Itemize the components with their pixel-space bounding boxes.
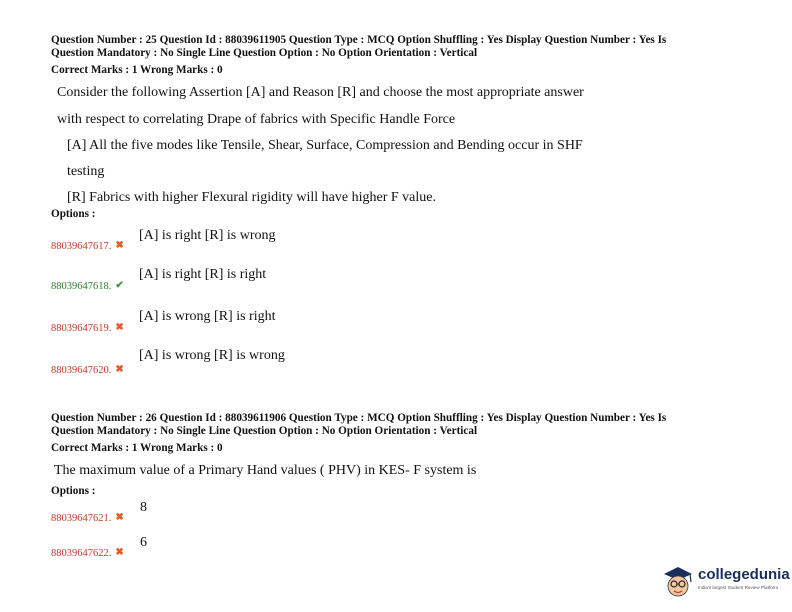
option-id: 88039647621.	[51, 513, 112, 524]
mascot-icon	[660, 560, 696, 598]
option-id: 88039647620.	[51, 365, 112, 376]
collegedunia-logo	[660, 560, 790, 600]
logo-wordmark: collegedunia	[698, 566, 790, 583]
logo-tagline: India's largest Student Review Platform	[698, 585, 779, 590]
cross-icon: ✖	[115, 240, 124, 251]
q25-meta-line2: Question Mandatory : No Single Line Question Option : No Option Orientation : Vertical	[51, 47, 478, 59]
cross-icon: ✖	[115, 547, 124, 558]
q25-text-line4: testing	[67, 164, 105, 179]
q25-option-4[interactable]	[51, 360, 124, 378]
cross-icon: ✖	[115, 512, 124, 523]
option-id: 88039647619.	[51, 323, 112, 334]
option-id: 88039647618.	[51, 281, 112, 292]
q25-marks: Correct Marks : 1 Wrong Marks : 0	[51, 64, 223, 76]
q26-option-1-text: 8	[140, 500, 147, 515]
q25-option-3-text: [A] is wrong [R] is right	[139, 309, 276, 324]
q26-marks: Correct Marks : 1 Wrong Marks : 0	[51, 442, 223, 454]
q25-option-2-text: [A] is right [R] is right	[139, 267, 267, 282]
q25-text-line2: with respect to correlating Drape of fabrics with Specific Handle Force	[57, 112, 456, 127]
q25-option-1-text: [A] is right [R] is wrong	[139, 228, 276, 243]
q25-text-line1: Consider the following Assertion [A] and Reason [R] and choose the most appropriate answer	[57, 85, 584, 100]
cross-icon: ✖	[115, 322, 124, 333]
option-id: 88039647622.	[51, 548, 112, 559]
q25-option-3[interactable]	[51, 318, 124, 336]
q26-text-line1: The maximum value of a Primary Hand values ( PHV) in KES- F system is	[54, 463, 477, 478]
q26-option-2-text: 6	[140, 535, 147, 550]
q26-meta-line1: Question Number : 26 Question Id : 88039611906 Question Type : MCQ Option Shuffling : Yes Display Question Number : Yes Is	[51, 412, 667, 424]
cross-icon: ✖	[115, 364, 124, 375]
q26-option-1[interactable]	[51, 508, 124, 526]
q26-meta-line2: Question Mandatory : No Single Line Question Option : No Option Orientation : Vertical	[51, 425, 478, 437]
check-icon: ✔	[115, 280, 124, 291]
q25-option-1[interactable]	[51, 236, 124, 254]
q25-meta-line1: Question Number : 25 Question Id : 88039611905 Question Type : MCQ Option Shuffling : Yes Display Question Number : Yes Is	[51, 34, 667, 46]
q25-option-2[interactable]	[51, 276, 124, 294]
q25-option-4-text: [A] is wrong [R] is wrong	[139, 348, 285, 363]
q26-options-label: Options :	[51, 485, 96, 497]
q25-text-line3: [A] All the five modes like Tensile, Shear, Surface, Compression and Bending occur in SHF	[67, 138, 583, 153]
q25-text-line5: [R] Fabrics with higher Flexural rigidity will have higher F value.	[67, 190, 436, 205]
q25-options-label: Options :	[51, 208, 96, 220]
q26-option-2[interactable]	[51, 543, 124, 561]
option-id: 88039647617.	[51, 241, 112, 252]
